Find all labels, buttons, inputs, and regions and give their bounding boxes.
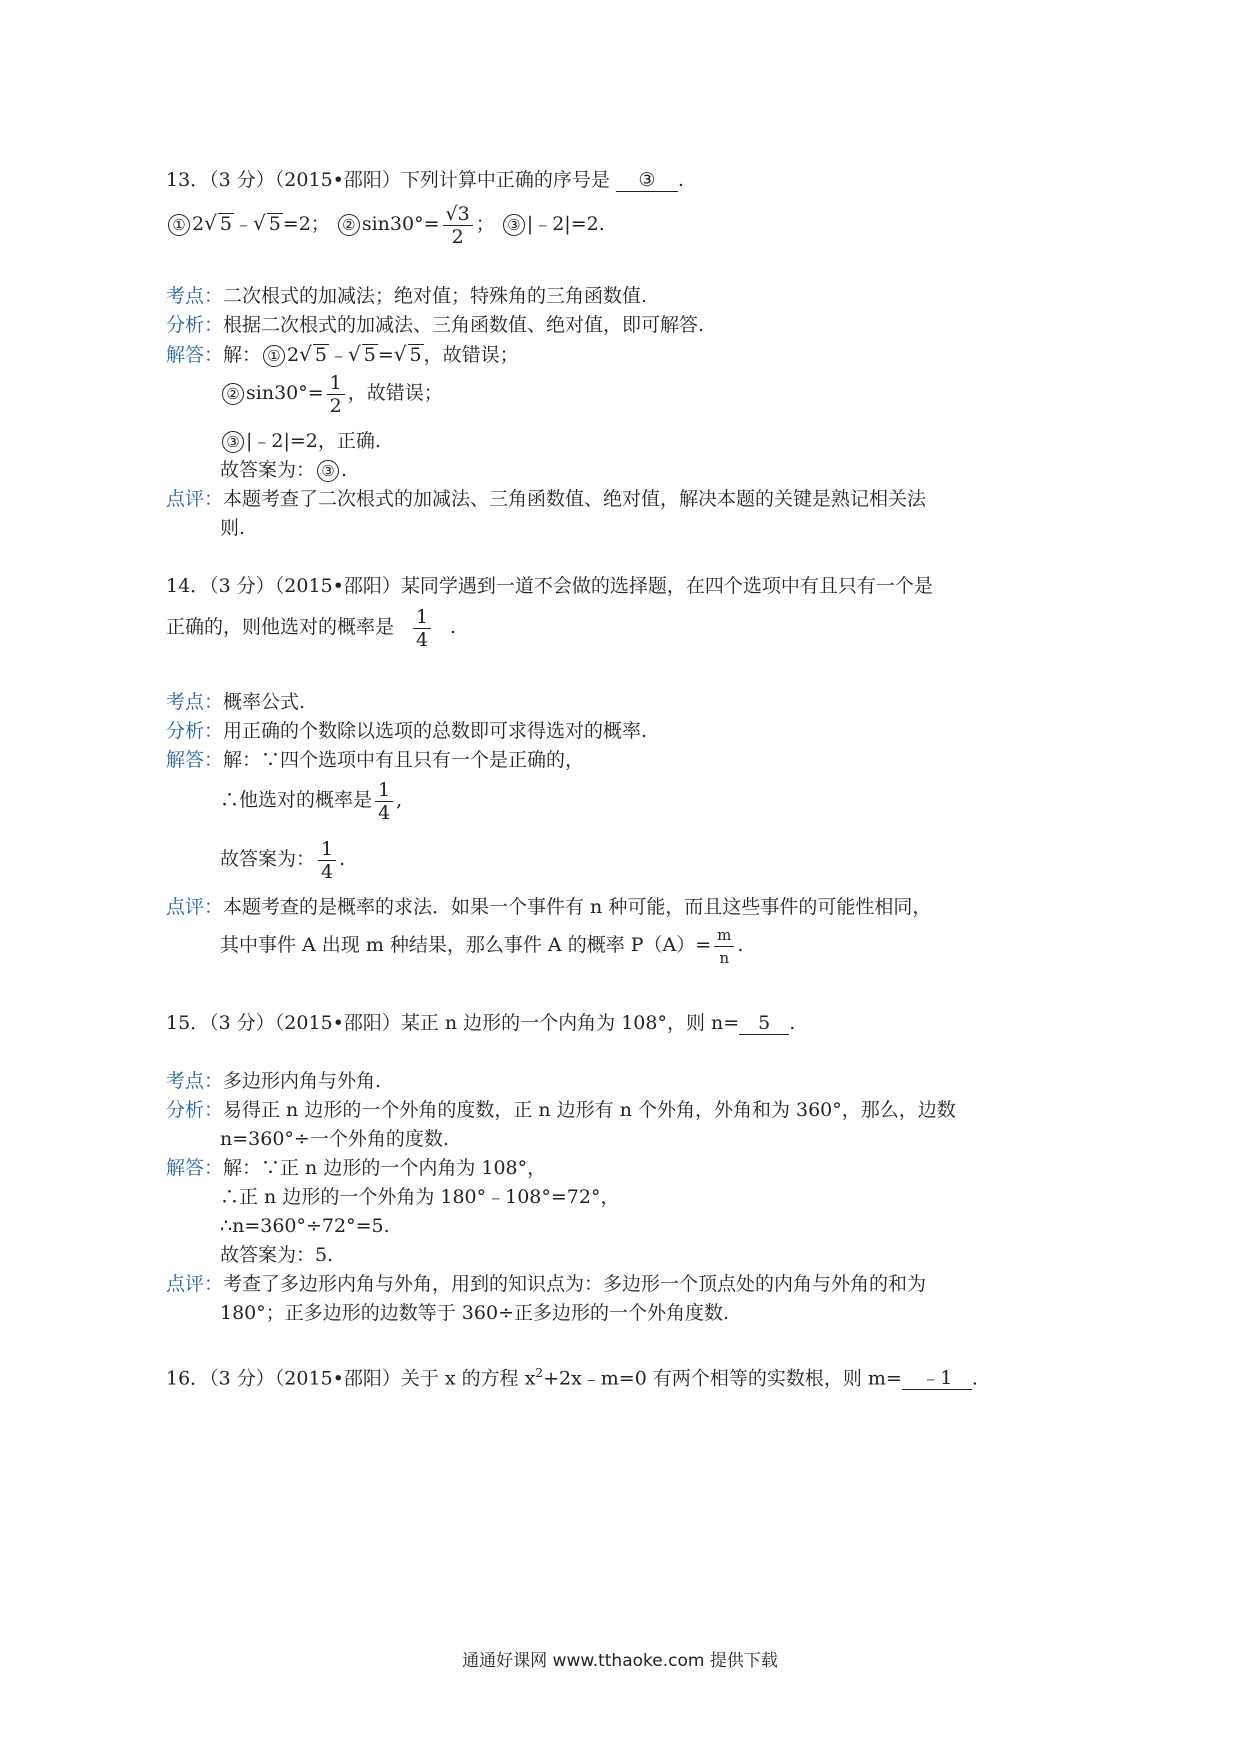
q14-jieda: 解答：解：∵四个选项中有且只有一个是正确的， — [166, 749, 585, 771]
q13-step2: ② sin30°= $\frac{1}{2}$ ，故错误； — [220, 370, 443, 417]
q14-dianping-2: 其中事件 A 出现 m 种结果，那么事件 A 的概率 P（A）= $\frac{m}{n}$ . — [220, 925, 744, 967]
q15-fenxi: 分析：易得正 n 边形的一个外角的度数，正 n 边形有 n 个外角，外角和为 360°，那么，边数 — [166, 1099, 956, 1121]
q14-fenxi: 分析：用正确的个数除以选项的总数即可求得选对的概率. — [166, 720, 648, 742]
q15-fenxi-2: n=360°÷一个外角的度数. — [220, 1128, 449, 1150]
q14-step2: ∴他选对的概率是 $\frac{1}{4}$ , — [220, 778, 403, 824]
circled-number-2: ② — [338, 214, 360, 236]
q16-question: 16．（3 分）（2015•邵阳）关于 x 的方程 $x^2+2x﹣m=0$ 有两个相等的实数根，则 m= ﹣1 . — [166, 1366, 978, 1390]
q15-kaodian: 考点：多边形内角与外角. — [166, 1070, 382, 1092]
q14-dianping: 点评：本题考查的是概率的求法．如果一个事件有 n 种可能，而且这些事件的可能性相同， — [166, 896, 932, 918]
q15-dianping-2: 180°；正多边形的边数等于 360÷正多边形的一个外角度数. — [220, 1302, 730, 1324]
q13-kaodian: 考点：二次根式的加减法；绝对值；特殊角的三角函数值. — [166, 285, 648, 307]
q15-question: 15．（3 分）（2015•邵阳）某正 n 边形的一个内角为 108°，则 n= 5 . — [166, 1012, 796, 1034]
q14-step3: 故答案为： $\frac{1}{4}$ . — [220, 837, 346, 883]
q15-answer-blank: 5 — [739, 1012, 789, 1035]
page-footer: 通通好课网 www.tthaoke.com 提供下载 — [462, 1651, 778, 1671]
q15-jieda: 解答：解：∵正 n 边形的一个内角为 108°， — [166, 1157, 547, 1179]
q13-dianping-2: 则. — [220, 517, 246, 539]
q15-dianping: 点评：考查了多边形内角与外角，用到的知识点为：多边形一个顶点处的内角与外角的和为 — [166, 1273, 927, 1295]
fraction: $\frac{√3}{2}$ — [443, 203, 473, 248]
q13-options: ① 2√ 5 ﹣√ 5 =2； ② sin30°= $\frac{√3}{2}$ ； ③ |﹣2|=2. — [166, 200, 605, 248]
circled-number-3: ③ — [503, 214, 525, 236]
q13-fenxi: 分析：根据二次根式的加减法、三角函数值、绝对值，即可解答. — [166, 314, 705, 336]
q13-question: 13．（3 分）（2015•邵阳）下列计算中正确的序号是 ③ . — [166, 169, 684, 191]
q15-step2: ∴正 n 边形的一个外角为 180°﹣108°=72°， — [220, 1186, 620, 1208]
q14-kaodian: 考点：概率公式. — [166, 691, 306, 713]
q16-answer-blank: ﹣1 — [902, 1367, 972, 1390]
q14-question: 14．（3 分）（2015•邵阳）某同学遇到一道不会做的选择题，在四个选项中有且只有一个是 — [166, 575, 933, 597]
q13-answer-blank: ③ — [616, 169, 678, 192]
q14-question-2: 正确的，则他选对的概率是 $\frac{1}{4}$ . — [166, 605, 457, 651]
q13-jieda: 解答：解： ① 2√ 5 ﹣√ 5 =√ 5 ，故错误； — [166, 342, 519, 366]
q13-dianping: 点评：本题考查了二次根式的加减法、三角函数值、绝对值，解决本题的关键是熟记相关法 — [166, 488, 927, 510]
q15-step3: ∴n=360°÷72°=5. — [220, 1215, 390, 1237]
q15-step4: 故答案为：5. — [220, 1244, 334, 1266]
circled-number-1: ① — [168, 214, 190, 236]
q13-step3: ③ |﹣2|=2，正确. — [220, 428, 381, 454]
q13-step4: 故答案为： ③ . — [220, 459, 348, 481]
